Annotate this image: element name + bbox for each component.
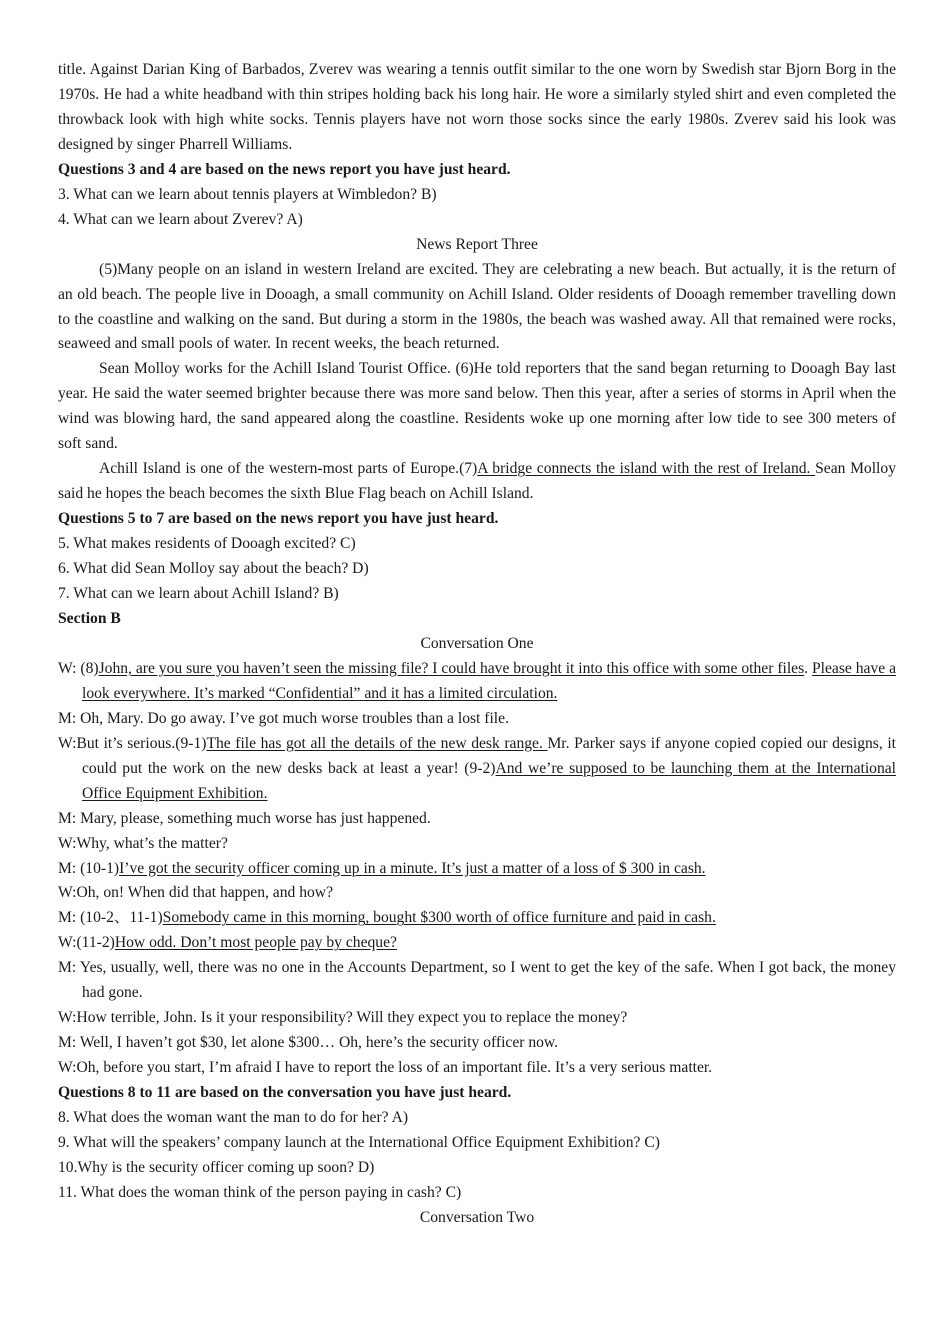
questions-5-7-heading: Questions 5 to 7 are based on the news report you have just heard.: [58, 510, 499, 528]
question-7: 7. What can we learn about Achill Island? B): [58, 585, 339, 603]
questions-3-4-heading: Questions 3 and 4 are based on the news report you have just heard.: [58, 160, 511, 178]
question-5: 5. What makes residents of Dooagh excited? C): [58, 535, 356, 553]
underlined-text: How odd. Don’t most people pay by cheque?: [114, 934, 397, 952]
speaker-prefix: W:But it’s serious.(9-1): [58, 734, 207, 752]
conversation-two-title: Conversation Two: [419, 1208, 535, 1226]
underlined-text: I’ve got the security officer coming up in a minute. It’s just a matter of a loss of $ 300 in cash.: [119, 859, 706, 877]
question-8: 8. What does the woman want the man to do for her? A): [58, 1109, 409, 1127]
questions-8-11-heading: Questions 8 to 11 are based on the conversation you have just heard.: [58, 1084, 512, 1102]
underlined-text: The file has got all the details of the new desk range.: [206, 734, 548, 752]
underlined-text: Somebody came in this morning, bought $300 worth of office furniture and paid in cash.: [162, 909, 716, 927]
report2-paragraph: title. Against Darian King of Barbados, Zverev was wearing a tennis outfit similar to the one worn by Swedish star Bjorn Borg in the 1970s. He had a white headband with thin stripes holding back his long hair. He wore a similarly styled shirt and even completed the throwback look with high white socks. Tennis players have not worn those socks since the early 1980s. Zverev said his look was designed by singer Pharrell Williams.: [58, 61, 896, 153]
report3-paragraph-3: [58, 457, 896, 507]
dialogue-text: .: [804, 659, 812, 677]
dialogue-line: [58, 931, 896, 956]
underlined-text: Please have a look everywhere. It’s marked “Confidential” and it has a limited circulation.: [82, 659, 897, 702]
dialogue-line: M: Yes, usually, well, there was no one in the Accounts Department, so I went to get the key of the safe. When I got back, the money had gone.: [58, 959, 896, 1002]
section-b-heading: Section B: [58, 609, 121, 627]
question-6: 6. What did Sean Molloy say about the beach? D): [58, 560, 369, 578]
dialogue-line: W:Oh, before you start, I’m afraid I have to report the loss of an important file. It’s a very serious matter.: [58, 1059, 713, 1077]
question-4: 4. What can we learn about Zverev? A): [58, 210, 303, 228]
document-page: [58, 58, 896, 1231]
dialogue-line: M: Well, I haven’t got $30, let alone $300… Oh, here’s the security officer now.: [58, 1034, 559, 1052]
speaker-prefix: M: (10-1): [58, 859, 120, 877]
speaker-prefix: M: (10-2、11-1): [58, 909, 163, 927]
dialogue-line: [58, 657, 896, 707]
dialogue-line: W:How terrible, John. Is it your responsibility? Will they expect you to replace the money?: [58, 1009, 628, 1027]
dialogue-line: M: Mary, please, something much worse has just happened.: [58, 809, 431, 827]
report3-p3-underlined: A bridge connects the island with the rest of Ireland.: [477, 460, 816, 478]
dialogue-line: W:Why, what’s the matter?: [58, 834, 228, 852]
speaker-prefix: W: (8): [58, 659, 99, 677]
report3-title: News Report Three: [416, 235, 538, 253]
dialogue-line: [58, 906, 896, 931]
underlined-text: John, are you sure you haven’t seen the missing file? I could have brought it into this office with some other files: [98, 659, 805, 677]
report3-paragraph-1: (5)Many people on an island in western Ireland are excited. They are celebrating a new beach. But actually, it is the return of an old beach. The people live in Dooagh, a small community on Achill Island. Older residents of Dooagh remember travelling down to the coastline and walking on the sand. But during a storm in the 1980s, the beach was washed away. All that remained were rocks, seaweed and small pools of water. In recent weeks, the beach returned.: [58, 260, 896, 353]
report3-p3-start: Achill Island is one of the western-most parts of Europe.(7): [99, 460, 478, 478]
question-9: 9. What will the speakers’ company launch at the International Office Equipment Exhibition? C): [58, 1133, 660, 1151]
question-3: 3. What can we learn about tennis players at Wimbledon? B): [58, 185, 437, 203]
dialogue-line: [58, 732, 896, 807]
question-10: 10.Why is the security officer coming up soon? D): [58, 1158, 375, 1176]
dialogue-line: M: Oh, Mary. Do go away. I’ve got much worse troubles than a lost file.: [58, 709, 509, 727]
speaker-prefix: W:(11-2): [58, 934, 115, 952]
underlined-text: And we’re supposed to be launching them at the International Office Equipment Exhibition.: [82, 759, 896, 802]
dialogue-line: W:Oh, on! When did that happen, and how?: [58, 884, 333, 902]
conversation-one-title: Conversation One: [420, 634, 534, 652]
dialogue-text: Mr. Parker says if anyone copied copied our designs, it could put the work on the new desks back at least a year! (9-2): [82, 734, 896, 777]
report3-p3-end: Sean Molloy said he hopes the beach becomes the sixth Blue Flag beach on Achill Island.: [58, 460, 896, 503]
question-11: 11. What does the woman think of the person paying in cash? C): [58, 1183, 462, 1201]
report3-paragraph-2: Sean Molloy works for the Achill Island Tourist Office. (6)He told reporters that the sand began returning to Dooagh Bay last year. He said the water seemed brighter because there was more sand below. Then this year, after a series of storms in April when the wind was blowing hard, the sand appeared along the coastline. Residents woke up one morning after low tide to see 300 meters of soft sand.: [58, 360, 896, 453]
dialogue-line: [58, 857, 896, 882]
